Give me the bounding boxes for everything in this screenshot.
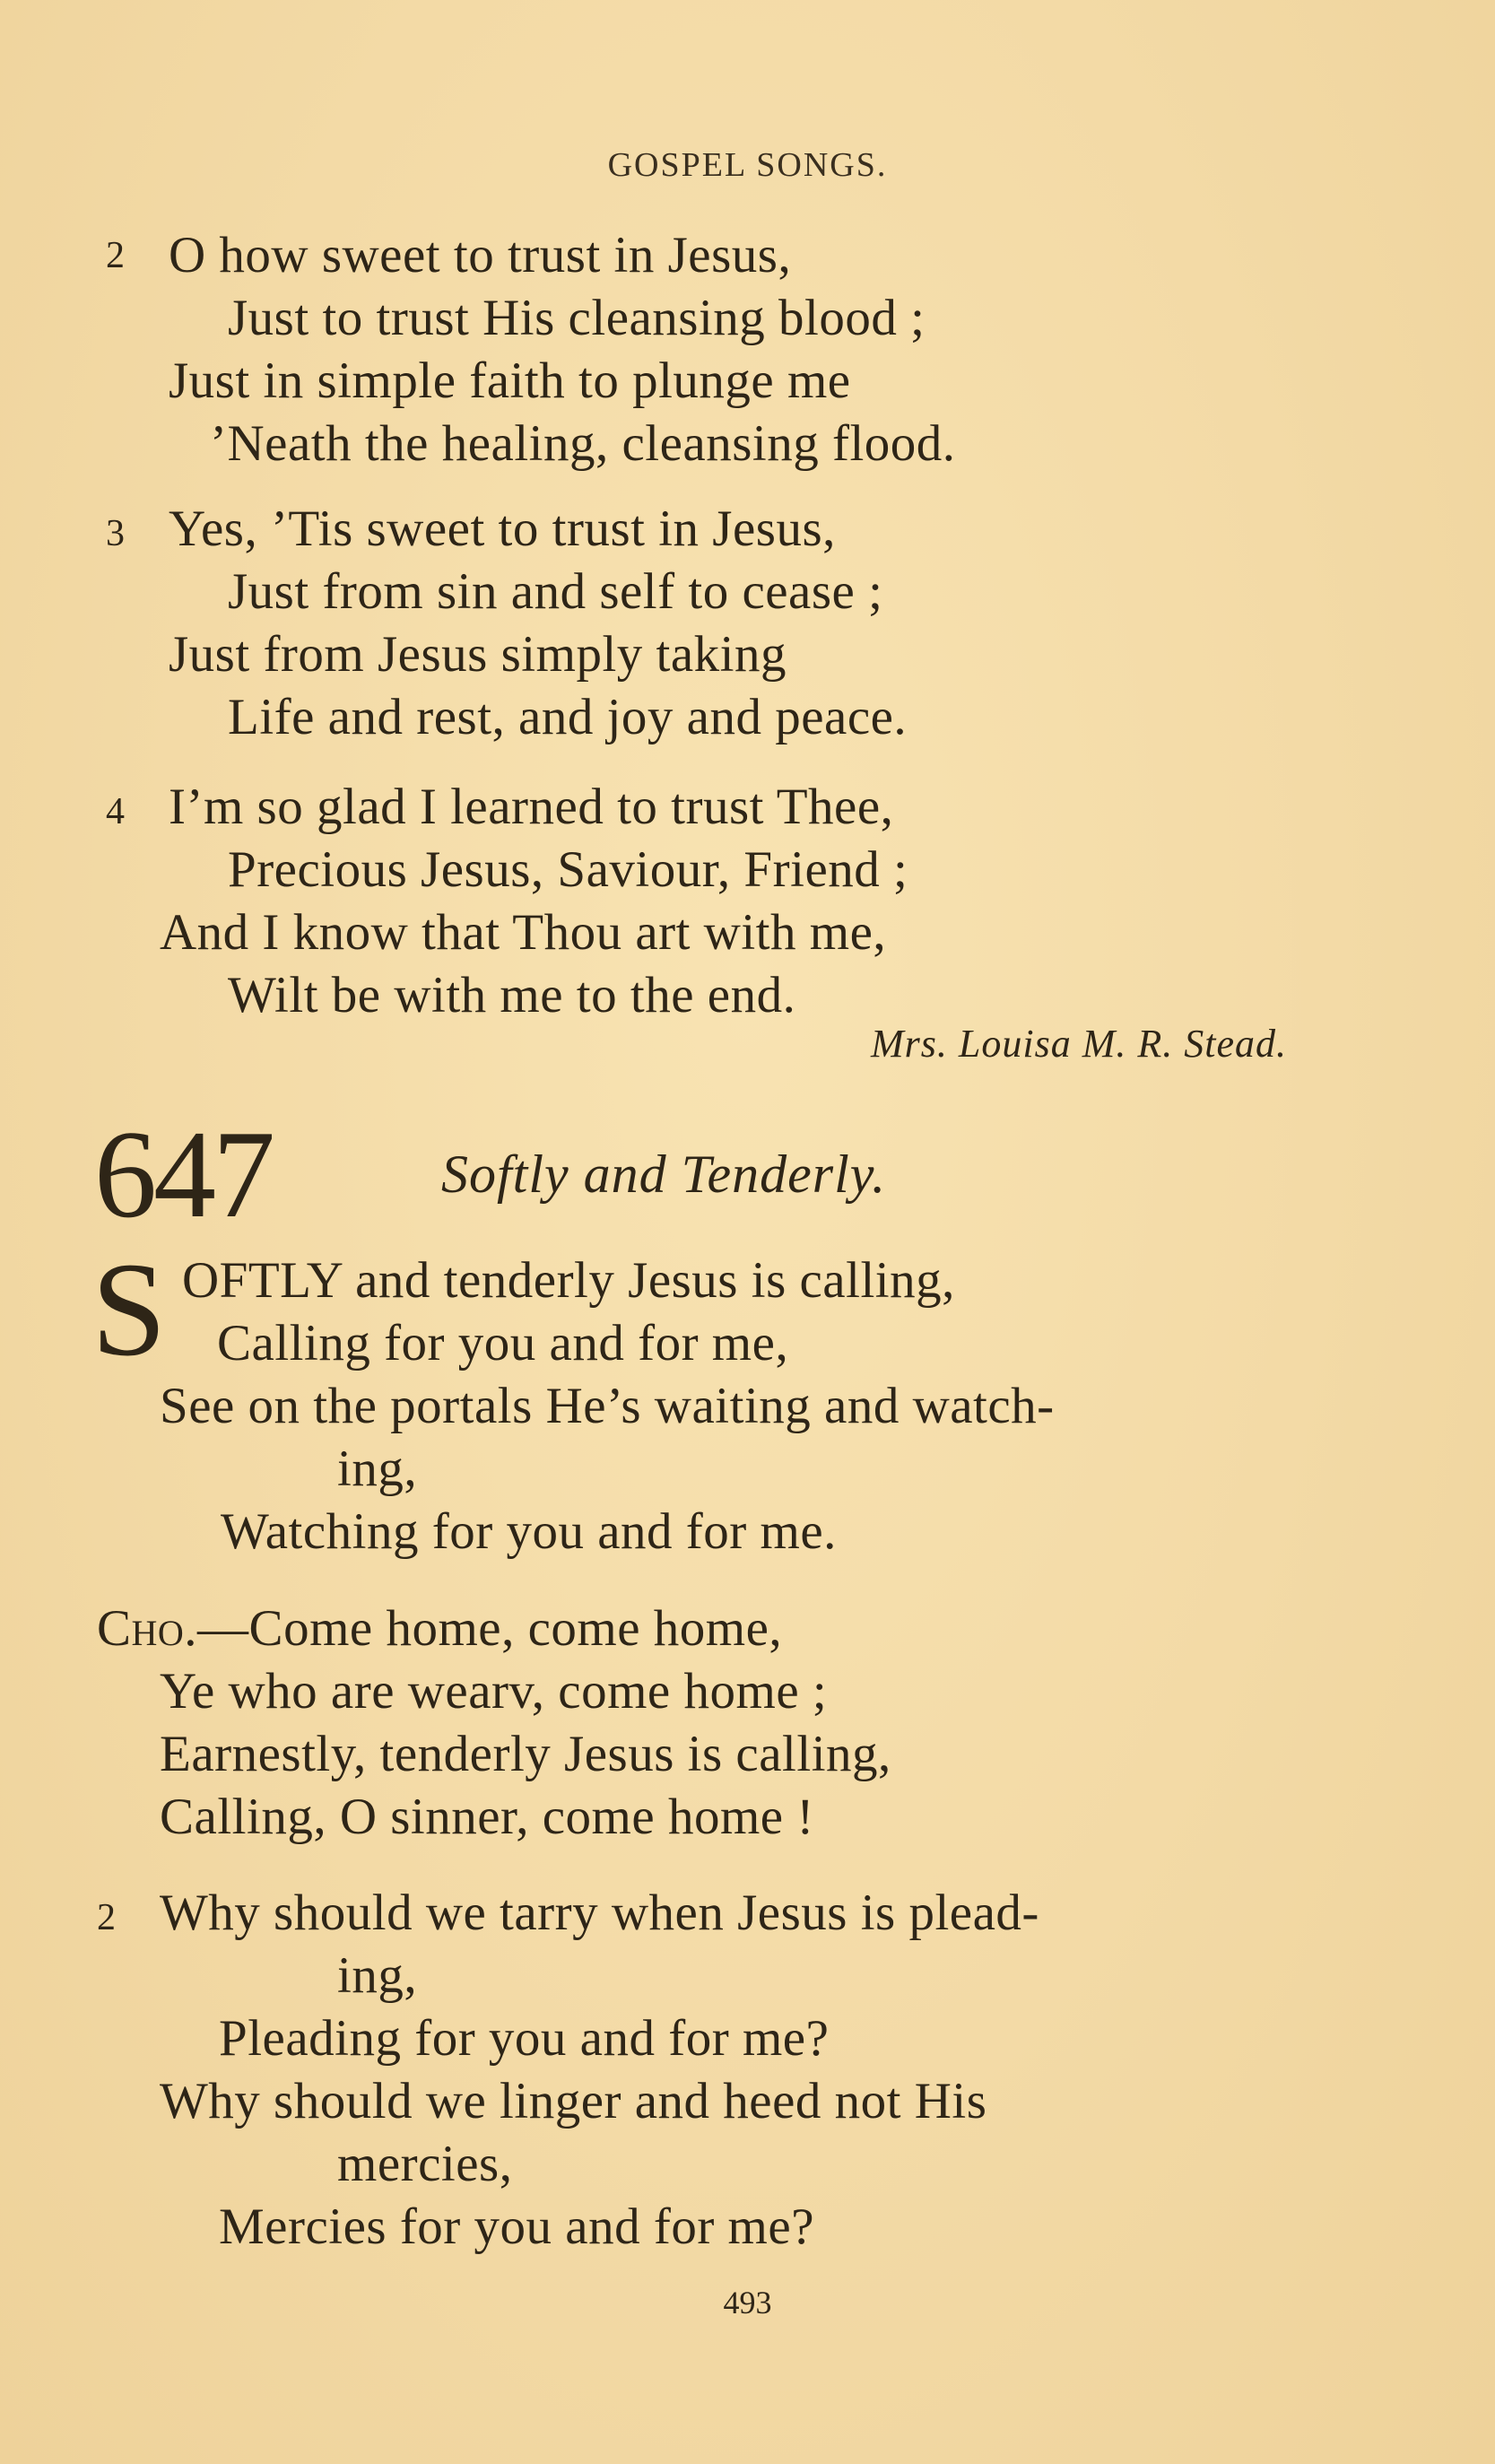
verse-line: Precious Jesus, Saviour, Friend ;: [228, 841, 908, 898]
verse-line: Watching for you and for me.: [221, 1503, 837, 1560]
verse-number: 3: [106, 513, 125, 554]
page-number: 493: [723, 2285, 772, 2320]
running-head: GOSPEL SONGS.: [607, 146, 888, 184]
verse-line: OFTLY and tenderly Jesus is calling,: [182, 1252, 955, 1309]
verse-line: Calling for you and for me,: [217, 1315, 789, 1371]
verse-line: Ye who are wearv, come home ;: [160, 1663, 828, 1720]
verse-line: Wilt be with me to the end.: [228, 967, 796, 1023]
verse-line: Yes, ’Tis sweet to trust in Jesus,: [169, 501, 836, 557]
verse-line: Just in simple faith to plunge me: [169, 353, 851, 409]
verse-line: ’Neath the healing, cleansing flood.: [210, 415, 956, 472]
verse-line: ing,: [337, 1947, 418, 2004]
verse-line: O how sweet to trust in Jesus,: [169, 227, 792, 283]
verse-line: See on the portals He’s waiting and watch-: [160, 1378, 1055, 1434]
verse-number: 2: [106, 235, 125, 276]
hymn-number: 647: [94, 1105, 272, 1244]
verse-line: Calling, O sinner, come home !: [160, 1789, 814, 1845]
chorus-label: Cho.: [97, 1600, 198, 1657]
verse-line: Mercies for you and for me?: [219, 2198, 814, 2255]
verse-line: Earnestly, tenderly Jesus is calling,: [160, 1726, 891, 1782]
verse-line: mercies,: [337, 2136, 513, 2192]
verse-line: Just to trust His cleansing blood ;: [228, 290, 926, 346]
verse-line: ing,: [337, 1441, 418, 1497]
verse-line: I’m so glad I learned to trust Thee,: [169, 779, 894, 835]
verse-line: —Come home, come home,: [197, 1600, 783, 1657]
verse-line: Life and rest, and joy and peace.: [228, 689, 908, 745]
verse-line: Why should we tarry when Jesus is plead-: [160, 1885, 1039, 1941]
drop-cap: S: [91, 1235, 167, 1384]
verse-number: 2: [97, 1897, 116, 1938]
verse-line: Pleading for you and for me?: [219, 2010, 830, 2067]
hymn-title: Softly and Tenderly.: [441, 1145, 887, 1204]
verse-number: 4: [106, 791, 125, 832]
verse-line: Why should we linger and heed not His: [160, 2073, 987, 2129]
verse-line: Just from Jesus simply taking: [169, 626, 787, 683]
chorus-first-line: [97, 1598, 782, 1660]
verse-line: Just from sin and self to cease ;: [228, 563, 883, 620]
author-attribution: Mrs. Louisa M. R. Stead.: [871, 1022, 1287, 1066]
verse-line: And I know that Thou art with me,: [160, 904, 887, 961]
